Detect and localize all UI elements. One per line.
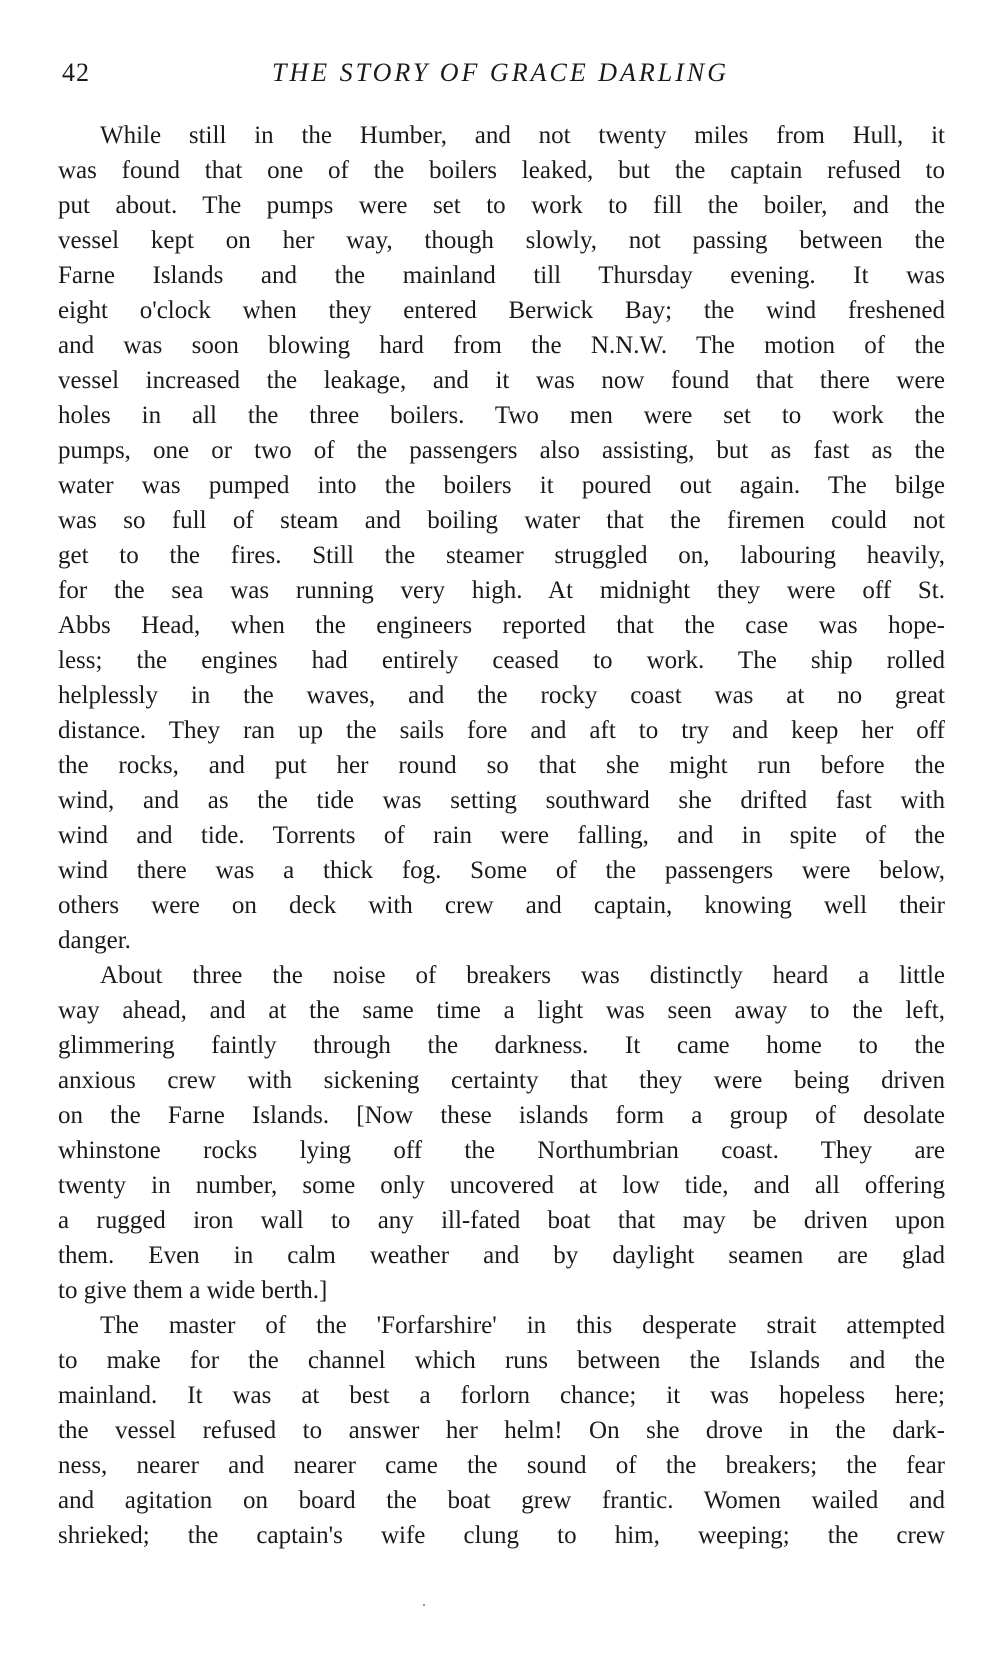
text-line: Abbs Head, when the engineers reported that the case was hope-	[58, 612, 945, 639]
text-line: anxious crew with sickening certainty that they were being driven	[58, 1067, 945, 1094]
text-line: for the sea was running very high. At midnight they were off St.	[58, 577, 945, 604]
paragraph	[58, 1308, 945, 1553]
text-line: danger.	[58, 927, 131, 954]
text-line: others were on deck with crew and captain, knowing well their	[58, 892, 945, 919]
text-line: wind and tide. Torrents of rain were falling, and in spite of the	[58, 822, 945, 849]
body-text	[58, 118, 945, 1553]
text-line: put about. The pumps were set to work to fill the boiler, and the	[58, 192, 945, 219]
text-line: to give them a wide berth.]	[58, 1277, 328, 1304]
text-line: holes in all the three boilers. Two men were set to work the	[58, 402, 945, 429]
text-line: pumps, one or two of the passengers also assisting, but as fast as the	[58, 437, 945, 464]
text-line: ness, nearer and nearer came the sound of the breakers; the fear	[58, 1452, 945, 1479]
text-line: wind there was a thick fog. Some of the passengers were below,	[58, 857, 945, 884]
text-line: them. Even in calm weather and by daylight seamen are glad	[58, 1242, 945, 1269]
text-line: mainland. It was at best a forlorn chance; it was hopeless here;	[58, 1382, 945, 1409]
paragraph	[58, 118, 945, 958]
text-line: and agitation on board the boat grew frantic. Women wailed and	[58, 1487, 945, 1514]
text-line: helplessly in the waves, and the rocky coast was at no great	[58, 682, 945, 709]
text-line: The master of the 'Forfarshire' in this desperate strait attempted	[100, 1312, 945, 1339]
text-line: vessel increased the leakage, and it was now found that there were	[58, 367, 945, 394]
text-line: way ahead, and at the same time a light was seen away to the left,	[58, 997, 945, 1024]
text-line: was found that one of the boilers leaked, but the captain refused to	[58, 157, 945, 184]
text-line: wind, and as the tide was setting southward she drifted fast with	[58, 787, 945, 814]
text-line: glimmering faintly through the darkness. It came home to the	[58, 1032, 945, 1059]
text-line: was so full of steam and boiling water that the firemen could not	[58, 507, 945, 534]
print-speck	[423, 1604, 425, 1606]
text-line: less; the engines had entirely ceased to work. The ship rolled	[58, 647, 945, 674]
text-line: to make for the channel which runs between the Islands and the	[58, 1347, 945, 1374]
text-line: whinstone rocks lying off the Northumbrian coast. They are	[58, 1137, 945, 1164]
text-line: a rugged iron wall to any ill-fated boat that may be driven upon	[58, 1207, 945, 1234]
text-line: eight o'clock when they entered Berwick Bay; the wind freshened	[58, 297, 945, 324]
text-line: Farne Islands and the mainland till Thursday evening. It was	[58, 262, 945, 289]
running-title: THE STORY OF GRACE DARLING	[272, 58, 729, 87]
text-line: shrieked; the captain's wife clung to him, weeping; the crew	[58, 1522, 945, 1549]
text-line: distance. They ran up the sails fore and aft to try and keep her off	[58, 717, 945, 744]
text-line: About three the noise of breakers was distinctly heard a little	[100, 962, 945, 989]
page-header	[58, 58, 943, 98]
text-line: vessel kept on her way, though slowly, not passing between the	[58, 227, 945, 254]
paragraph	[58, 958, 945, 1308]
page-number: 42	[62, 58, 90, 87]
text-line: on the Farne Islands. [Now these islands form a group of desolate	[58, 1102, 945, 1129]
text-line: the vessel refused to answer her helm! On she drove in the dark-	[58, 1417, 945, 1444]
text-line: twenty in number, some only uncovered at low tide, and all offering	[58, 1172, 945, 1199]
text-line: While still in the Humber, and not twenty miles from Hull, it	[100, 122, 945, 149]
text-line: the rocks, and put her round so that she might run before the	[58, 752, 945, 779]
text-line: and was soon blowing hard from the N.N.W. The motion of the	[58, 332, 945, 359]
text-line: water was pumped into the boilers it poured out again. The bilge	[58, 472, 945, 499]
text-line: get to the fires. Still the steamer struggled on, labouring heavily,	[58, 542, 945, 569]
